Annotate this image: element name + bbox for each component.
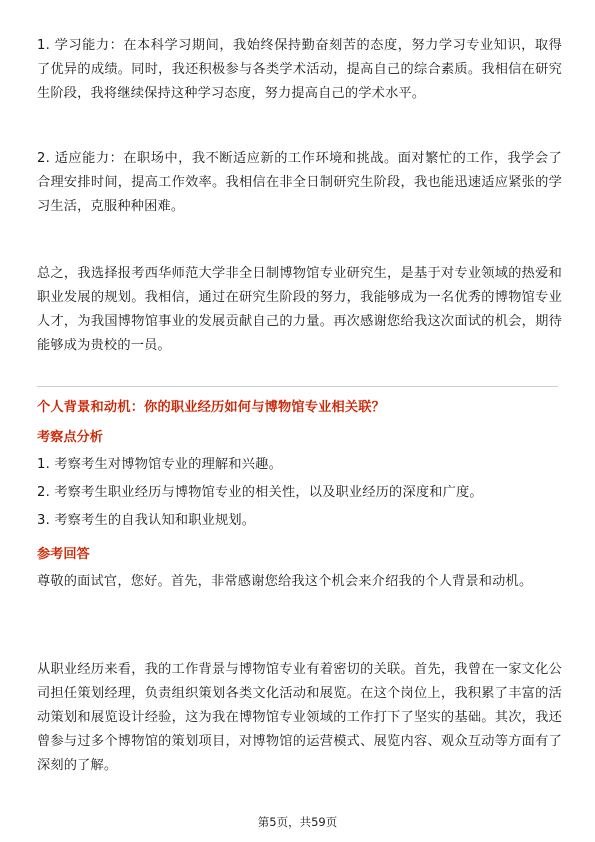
paragraph-learning-ability: 1. 学习能力：在本科学习期间，我始终保持勤奋刻苦的态度，努力学习专业知识，取得了优异的成绩。同时，我还积极参与各类学术活动，提高自己的综合素质。我相信在研究生阶段，我将继续保持这种学习态度，努力提高自己的学术水平。	[37, 38, 562, 101]
answer-paragraph-experience: 从职业经历来看，我的工作背景与博物馆专业有着密切的关联。首先，我曾在一家文化公司担任策划经理，负责组织策划各类文化活动和展览。在这个岗位上，我积累了丰富的活动策划和展览设计经验，这为我在博物馆专业领域的工作打下了坚实的基础。其次，我还曾参与过多个博物馆的策划项目，对博物馆的运营模式、展览内容、观众互动等方面有了深刻的了解。	[37, 662, 562, 773]
section-divider	[37, 386, 558, 387]
answer-paragraph-intro: 尊敬的面试官，您好。首先，非常感谢您给我这个机会来介绍我的个人背景和动机。	[37, 574, 533, 589]
analysis-item: 3. 考察考生的自我认知和职业规划。	[37, 513, 256, 528]
analysis-heading: 考察点分析	[37, 430, 103, 445]
analysis-item: 2. 考察考生职业经历与博物馆专业的相关性，以及职业经历的深度和广度。	[37, 485, 483, 500]
answer-heading: 参考回答	[37, 547, 90, 562]
paragraph-adaptability: 2. 适应能力：在职场中，我不断适应新的工作环境和挑战。面对繁忙的工作，我学会了合理安排时间，提高工作效率。我相信在非全日制研究生阶段，我也能迅速适应紧张的学习生活，克服种种困难。	[37, 151, 562, 214]
paragraph-conclusion: 总之，我选择报考西华师范大学非全日制博物馆专业研究生，是基于对专业领域的热爱和职业发展的规划。我相信，通过在研究生阶段的努力，我能够成为一名优秀的博物馆专业人才，为我国博物馆事业的发展贡献自己的力量。再次感谢您给我这次面试的机会，期待能够成为贵校的一员。	[37, 266, 562, 353]
question-title: 个人背景和动机：你的职业经历如何与博物馆专业相关联？	[37, 400, 386, 415]
analysis-item: 1. 考察考生对博物馆专业的理解和兴趣。	[37, 457, 282, 472]
page-number: 第5页，共59页	[257, 815, 338, 829]
